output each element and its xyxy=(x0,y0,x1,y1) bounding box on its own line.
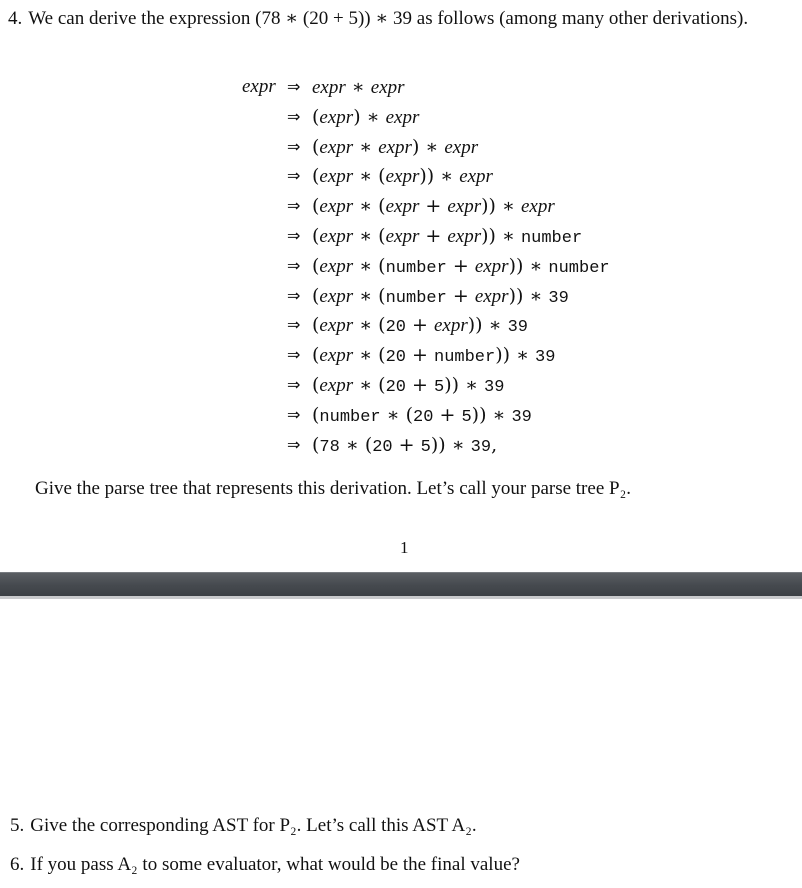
operator-symbol: ( xyxy=(312,225,320,247)
operator-symbol: + xyxy=(406,314,434,337)
operator-symbol: ∗ ( xyxy=(353,165,386,188)
terminal-token: number xyxy=(548,258,610,278)
operator-symbol: ( xyxy=(312,135,320,158)
operator-symbol: )) ∗ xyxy=(508,254,549,277)
derivation-arrow: ⇒ xyxy=(287,226,301,245)
derivation-arrow: ⇒ xyxy=(287,434,301,454)
nonterminal-expr: expr xyxy=(319,375,354,396)
derivation-row xyxy=(0,310,802,340)
operator-symbol: ∗ ( xyxy=(353,284,386,307)
derivation-step xyxy=(312,221,582,254)
nonterminal-expr: expr xyxy=(319,106,354,128)
terminal-token: 39 xyxy=(484,378,505,397)
derivation-arrow: ⇒ xyxy=(287,136,301,156)
nonterminal-expr: expr xyxy=(385,166,420,188)
operator-symbol: ∗ ( xyxy=(353,374,386,396)
nonterminal-expr: expr xyxy=(444,136,479,158)
operator-symbol: ( xyxy=(312,254,320,277)
nonterminal-expr: expr xyxy=(520,196,555,218)
terminal-token: 39 xyxy=(548,288,569,308)
derivation-step xyxy=(312,281,569,314)
nonterminal-expr: expr xyxy=(474,255,509,277)
operator-symbol: )) ∗ xyxy=(495,344,536,367)
operator-symbol: + xyxy=(446,284,475,307)
derivation-row xyxy=(0,102,802,132)
page-number: 1 xyxy=(400,538,409,557)
terminal-token: 39 xyxy=(511,407,532,427)
operator-symbol: + xyxy=(419,195,448,218)
nonterminal-expr: expr xyxy=(385,106,420,128)
derivation-block xyxy=(0,72,802,472)
nonterminal-expr: expr xyxy=(319,136,354,158)
derivation-arrow: ⇒ xyxy=(287,255,301,275)
operator-symbol: ∗ ( xyxy=(380,403,414,426)
operator-symbol: )) ∗ xyxy=(430,433,471,456)
operator-symbol: ( xyxy=(312,433,320,456)
nonterminal-expr: expr xyxy=(319,345,354,367)
operator-symbol: ∗ ( xyxy=(353,314,386,337)
operator-symbol: ∗ xyxy=(345,76,371,98)
operator-symbol: ∗ ( xyxy=(353,225,386,247)
operator-symbol: ∗ ( xyxy=(353,344,386,367)
derivation-row xyxy=(0,400,802,430)
operator-symbol: ( xyxy=(312,195,320,218)
derivation-row xyxy=(0,340,802,370)
derivation-first-row xyxy=(0,72,802,102)
derivation-step xyxy=(312,132,478,163)
question-5-number: 5. xyxy=(10,815,25,836)
derivation-step xyxy=(312,102,419,133)
operator-symbol: )) ∗ xyxy=(481,225,521,247)
terminal-token: 5 xyxy=(461,407,472,427)
terminal-token: number xyxy=(385,258,447,278)
derivation-step xyxy=(312,400,532,433)
derivation-step xyxy=(312,430,497,463)
terminal-token: 39 xyxy=(535,348,556,368)
operator-symbol: ) ∗ xyxy=(353,105,386,128)
nonterminal-expr: expr xyxy=(447,196,482,218)
derivation-row xyxy=(0,251,802,281)
operator-symbol: )) ∗ xyxy=(471,403,512,426)
derivation-row xyxy=(0,430,802,460)
derivation-arrow: ⇒ xyxy=(287,345,301,365)
page-divider-edge xyxy=(0,596,802,599)
derivation-arrow: ⇒ xyxy=(287,315,301,335)
question-6 xyxy=(10,854,520,876)
derivation-start-symbol: expr xyxy=(242,76,276,97)
derivation-step xyxy=(312,340,555,373)
operator-symbol: , xyxy=(491,433,498,456)
terminal-token: 20 xyxy=(385,378,406,397)
derivation-arrow: ⇒ xyxy=(287,285,301,305)
terminal-token: 20 xyxy=(413,407,434,427)
operator-symbol: ( xyxy=(312,374,320,396)
operator-symbol: ( xyxy=(312,284,320,307)
nonterminal-expr: expr xyxy=(319,255,354,277)
terminal-token: number xyxy=(319,407,381,427)
derivation-row xyxy=(0,161,802,191)
nonterminal-expr: expr xyxy=(319,166,354,188)
terminal-token: 20 xyxy=(385,348,406,368)
page-divider xyxy=(0,572,802,597)
nonterminal-expr: expr xyxy=(385,196,420,218)
nonterminal-expr: expr xyxy=(385,226,420,247)
derivation-row xyxy=(0,132,802,162)
derivation-arrow: ⇒ xyxy=(287,106,301,126)
operator-symbol: ∗ xyxy=(353,135,379,158)
operator-symbol: ∗ ( xyxy=(353,254,386,277)
operator-symbol: + xyxy=(406,374,434,396)
parse-tree-prompt-text: Give the parse tree that represents this derivation. Let’s call your parse tree P₂. xyxy=(35,478,631,499)
operator-symbol: )) ∗ xyxy=(467,314,508,337)
nonterminal-expr: expr xyxy=(474,285,509,307)
terminal-token: 20 xyxy=(372,437,393,457)
nonterminal-expr: expr xyxy=(447,226,482,247)
nonterminal-expr: expr xyxy=(434,315,468,337)
terminal-token: 5 xyxy=(420,437,431,457)
operator-symbol: )) xyxy=(419,165,435,188)
operator-symbol: + xyxy=(419,225,448,247)
nonterminal-expr: expr xyxy=(319,285,354,307)
operator-symbol: ∗ xyxy=(434,165,460,188)
question-6-number: 6. xyxy=(10,854,25,875)
nonterminal-expr: expr xyxy=(459,166,493,188)
derivation-arrow: ⇒ xyxy=(287,77,301,96)
terminal-token: 5 xyxy=(434,378,445,397)
derivation-arrow: ⇒ xyxy=(287,404,301,424)
nonterminal-expr: expr xyxy=(319,196,354,218)
operator-symbol: + xyxy=(406,344,434,367)
derivation-row xyxy=(0,191,802,221)
operator-symbol: ( xyxy=(312,105,320,128)
operator-symbol: ) ∗ xyxy=(411,135,445,158)
nonterminal-expr: expr xyxy=(319,315,354,337)
terminal-token: number xyxy=(385,288,447,308)
operator-symbol: + xyxy=(446,254,475,277)
derivation-arrow: ⇒ xyxy=(287,196,301,216)
question-5-text: Give the corresponding AST for P₂. Let’s call this AST A₂. xyxy=(30,815,477,836)
operator-symbol: ( xyxy=(312,344,320,367)
nonterminal-expr: expr xyxy=(370,77,405,98)
derivation-step xyxy=(312,191,555,222)
question-5 xyxy=(10,815,477,837)
derivation-step xyxy=(312,370,504,403)
operator-symbol: )) ∗ xyxy=(481,195,521,218)
terminal-token: number xyxy=(434,348,496,368)
nonterminal-expr: expr xyxy=(378,136,412,158)
parse-tree-prompt xyxy=(35,478,631,500)
derivation-step xyxy=(312,161,493,192)
operator-symbol: ( xyxy=(312,314,320,337)
derivation-row xyxy=(0,370,802,400)
question-4-number: 4. xyxy=(8,8,23,29)
derivation-step xyxy=(312,72,405,103)
question-4-text: We can derive the expression (78 ∗ (20 + 5)) ∗ 39 as follows (among many other derivations). xyxy=(28,8,749,29)
operator-symbol: ( xyxy=(312,403,320,426)
derivation-step xyxy=(312,251,610,284)
operator-symbol: + xyxy=(392,433,421,456)
terminal-token: 39 xyxy=(470,437,492,457)
terminal-token: 78 xyxy=(319,437,340,457)
question-4 xyxy=(8,8,748,30)
nonterminal-expr: expr xyxy=(312,77,346,98)
derivation-arrow: ⇒ xyxy=(287,375,301,394)
operator-symbol: ∗ ( xyxy=(353,195,386,218)
terminal-token: number xyxy=(520,229,583,248)
terminal-token: 20 xyxy=(385,318,406,338)
derivation-row xyxy=(0,281,802,311)
operator-symbol: )) ∗ xyxy=(508,284,549,307)
derivation-step xyxy=(312,310,528,343)
operator-symbol: ∗ ( xyxy=(339,433,373,456)
question-6-text: If you pass A₂ to some evaluator, what would be the final value? xyxy=(30,854,520,875)
operator-symbol: )) ∗ xyxy=(444,374,485,396)
derivation-arrow: ⇒ xyxy=(287,166,301,186)
operator-symbol: ( xyxy=(312,165,320,188)
terminal-token: 39 xyxy=(507,318,528,338)
operator-symbol: + xyxy=(433,403,462,426)
derivation-row xyxy=(0,221,802,251)
nonterminal-expr: expr xyxy=(319,226,354,247)
